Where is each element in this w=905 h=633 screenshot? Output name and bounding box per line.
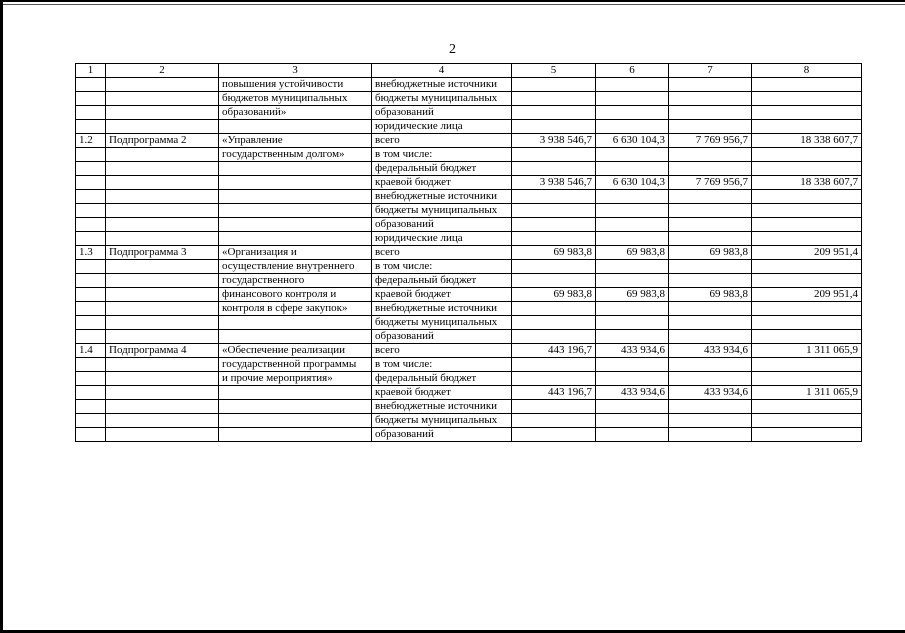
- total-value-cell: [752, 316, 862, 330]
- subprogram-description-cell: финансового контроля и: [219, 288, 372, 302]
- row-number-cell: [76, 78, 106, 92]
- funding-source-cell: краевой бюджет: [372, 386, 512, 400]
- value-cell-2019: 443 196,7: [512, 344, 596, 358]
- value-cell-2020: [596, 190, 669, 204]
- value-cell-2019: [512, 330, 596, 344]
- table-row: [76, 288, 862, 302]
- table-row: [76, 358, 862, 372]
- table-row: [76, 190, 862, 204]
- total-value-cell: 18 338 607,7: [752, 176, 862, 190]
- row-number-cell: [76, 274, 106, 288]
- value-cell-2019: [512, 190, 596, 204]
- subprogram-name-cell: [106, 106, 219, 120]
- subprogram-description-cell: государственного: [219, 274, 372, 288]
- subprogram-description-cell: [219, 316, 372, 330]
- row-number-cell: [76, 218, 106, 232]
- table-row: [76, 134, 862, 148]
- value-cell-2020: [596, 120, 669, 134]
- table-row: [76, 386, 862, 400]
- funding-source-cell: образований: [372, 428, 512, 442]
- subprogram-description-cell: осуществление внутреннего: [219, 260, 372, 274]
- subprogram-description-cell: [219, 386, 372, 400]
- value-cell-2021: [669, 428, 752, 442]
- value-cell-2021: [669, 148, 752, 162]
- subprogram-description-cell: [219, 400, 372, 414]
- total-value-cell: [752, 330, 862, 344]
- funding-source-cell: в том числе:: [372, 148, 512, 162]
- funding-source-cell: бюджеты муниципальных: [372, 204, 512, 218]
- table-row: [76, 246, 862, 260]
- value-cell-2021: [669, 218, 752, 232]
- column-header: 8: [752, 64, 862, 78]
- subprogram-name-cell: [106, 400, 219, 414]
- subprogram-name-cell: [106, 330, 219, 344]
- subprogram-description-cell: контроля в сфере закупок»: [219, 302, 372, 316]
- funding-source-cell: бюджеты муниципальных: [372, 92, 512, 106]
- value-cell-2021: [669, 162, 752, 176]
- value-cell-2021: [669, 316, 752, 330]
- subprogram-name-cell: [106, 92, 219, 106]
- value-cell-2019: [512, 106, 596, 120]
- table-row: [76, 232, 862, 246]
- funding-source-cell: всего: [372, 246, 512, 260]
- total-value-cell: [752, 302, 862, 316]
- subprogram-name-cell: Подпрограмма 2: [106, 134, 219, 148]
- row-number-cell: [76, 232, 106, 246]
- row-number-cell: [76, 428, 106, 442]
- value-cell-2021: [669, 414, 752, 428]
- funding-source-cell: образований: [372, 106, 512, 120]
- total-value-cell: 18 338 607,7: [752, 134, 862, 148]
- subprogram-name-cell: [106, 78, 219, 92]
- value-cell-2021: [669, 330, 752, 344]
- total-value-cell: [752, 106, 862, 120]
- funding-source-cell: всего: [372, 134, 512, 148]
- value-cell-2021: 69 983,8: [669, 246, 752, 260]
- column-header: 1: [76, 64, 106, 78]
- financing-table: [75, 63, 862, 442]
- subprogram-name-cell: [106, 414, 219, 428]
- subprogram-name-cell: [106, 274, 219, 288]
- value-cell-2021: [669, 232, 752, 246]
- value-cell-2019: [512, 274, 596, 288]
- row-number-cell: [76, 386, 106, 400]
- column-header: 7: [669, 64, 752, 78]
- funding-source-cell: бюджеты муниципальных: [372, 316, 512, 330]
- total-value-cell: [752, 400, 862, 414]
- value-cell-2019: [512, 148, 596, 162]
- table-row: [76, 400, 862, 414]
- table-row: [76, 428, 862, 442]
- value-cell-2020: [596, 302, 669, 316]
- page-number: 2: [449, 42, 456, 57]
- column-header: 2: [106, 64, 219, 78]
- subprogram-name-cell: Подпрограмма 4: [106, 344, 219, 358]
- value-cell-2020: [596, 162, 669, 176]
- row-number-cell: [76, 106, 106, 120]
- value-cell-2021: 433 934,6: [669, 386, 752, 400]
- total-value-cell: [752, 204, 862, 218]
- total-value-cell: [752, 78, 862, 92]
- value-cell-2021: [669, 78, 752, 92]
- subprogram-description-cell: образований»: [219, 106, 372, 120]
- subprogram-name-cell: [106, 372, 219, 386]
- total-value-cell: [752, 232, 862, 246]
- table-row: [76, 414, 862, 428]
- scan-border-top: [0, 0, 905, 2]
- funding-source-cell: внебюджетные источники: [372, 302, 512, 316]
- total-value-cell: 1 311 065,9: [752, 386, 862, 400]
- value-cell-2020: [596, 358, 669, 372]
- value-cell-2020: [596, 274, 669, 288]
- value-cell-2020: 6 630 104,3: [596, 176, 669, 190]
- total-value-cell: [752, 190, 862, 204]
- row-number-cell: [76, 358, 106, 372]
- value-cell-2019: [512, 78, 596, 92]
- subprogram-description-cell: [219, 204, 372, 218]
- value-cell-2020: [596, 218, 669, 232]
- total-value-cell: [752, 274, 862, 288]
- value-cell-2021: [669, 260, 752, 274]
- table-row: [76, 204, 862, 218]
- value-cell-2021: [669, 358, 752, 372]
- subprogram-description-cell: государственной программы: [219, 358, 372, 372]
- table-row: [76, 316, 862, 330]
- value-cell-2021: [669, 92, 752, 106]
- funding-source-cell: внебюджетные источники: [372, 190, 512, 204]
- subprogram-name-cell: Подпрограмма 3: [106, 246, 219, 260]
- row-number-cell: [76, 260, 106, 274]
- table-row: [76, 260, 862, 274]
- total-value-cell: [752, 92, 862, 106]
- funding-source-cell: федеральный бюджет: [372, 274, 512, 288]
- value-cell-2019: [512, 162, 596, 176]
- funding-source-cell: бюджеты муниципальных: [372, 414, 512, 428]
- subprogram-description-cell: «Обеспечение реализации: [219, 344, 372, 358]
- value-cell-2019: [512, 120, 596, 134]
- funding-source-cell: в том числе:: [372, 358, 512, 372]
- subprogram-name-cell: [106, 176, 219, 190]
- funding-source-cell: в том числе:: [372, 260, 512, 274]
- table-row: [76, 106, 862, 120]
- value-cell-2021: [669, 120, 752, 134]
- total-value-cell: 209 951,4: [752, 246, 862, 260]
- value-cell-2019: 443 196,7: [512, 386, 596, 400]
- total-value-cell: [752, 414, 862, 428]
- scan-border-top-inner: [0, 4, 905, 5]
- value-cell-2019: [512, 428, 596, 442]
- subprogram-description-cell: [219, 232, 372, 246]
- subprogram-description-cell: [219, 428, 372, 442]
- subprogram-name-cell: [106, 148, 219, 162]
- table-row: [76, 92, 862, 106]
- value-cell-2019: [512, 204, 596, 218]
- value-cell-2020: [596, 92, 669, 106]
- subprogram-name-cell: [106, 316, 219, 330]
- subprogram-name-cell: [106, 260, 219, 274]
- funding-source-cell: федеральный бюджет: [372, 162, 512, 176]
- subprogram-name-cell: [106, 302, 219, 316]
- row-number-cell: [76, 176, 106, 190]
- row-number-cell: [76, 330, 106, 344]
- subprogram-name-cell: [106, 204, 219, 218]
- row-number-cell: [76, 414, 106, 428]
- table-row: [76, 330, 862, 344]
- subprogram-description-cell: [219, 162, 372, 176]
- value-cell-2020: 69 983,8: [596, 288, 669, 302]
- funding-source-cell: внебюджетные источники: [372, 400, 512, 414]
- subprogram-description-cell: [219, 190, 372, 204]
- row-number-cell: [76, 372, 106, 386]
- row-number-cell: [76, 190, 106, 204]
- column-header: 4: [372, 64, 512, 78]
- subprogram-name-cell: [106, 232, 219, 246]
- value-cell-2019: [512, 260, 596, 274]
- header-row: [76, 64, 862, 78]
- value-cell-2021: [669, 302, 752, 316]
- value-cell-2019: 3 938 546,7: [512, 176, 596, 190]
- value-cell-2021: [669, 106, 752, 120]
- total-value-cell: [752, 428, 862, 442]
- value-cell-2020: [596, 148, 669, 162]
- value-cell-2019: [512, 218, 596, 232]
- value-cell-2020: [596, 330, 669, 344]
- value-cell-2019: 69 983,8: [512, 246, 596, 260]
- subprogram-description-cell: повышения устойчивости: [219, 78, 372, 92]
- row-number-cell: [76, 92, 106, 106]
- value-cell-2020: [596, 400, 669, 414]
- subprogram-description-cell: «Организация и: [219, 246, 372, 260]
- column-header: 5: [512, 64, 596, 78]
- value-cell-2020: 69 983,8: [596, 246, 669, 260]
- value-cell-2020: [596, 106, 669, 120]
- row-number-cell: [76, 120, 106, 134]
- total-value-cell: [752, 162, 862, 176]
- funding-source-cell: федеральный бюджет: [372, 372, 512, 386]
- row-number-cell: [76, 148, 106, 162]
- value-cell-2020: 433 934,6: [596, 386, 669, 400]
- value-cell-2020: [596, 414, 669, 428]
- value-cell-2019: [512, 358, 596, 372]
- value-cell-2019: [512, 400, 596, 414]
- value-cell-2021: 7 769 956,7: [669, 134, 752, 148]
- row-number-cell: [76, 204, 106, 218]
- row-number-cell: [76, 316, 106, 330]
- value-cell-2019: [512, 92, 596, 106]
- value-cell-2020: [596, 78, 669, 92]
- value-cell-2020: [596, 316, 669, 330]
- funding-source-cell: внебюджетные источники: [372, 78, 512, 92]
- subprogram-name-cell: [106, 190, 219, 204]
- value-cell-2020: [596, 372, 669, 386]
- value-cell-2020: 6 630 104,3: [596, 134, 669, 148]
- value-cell-2020: [596, 204, 669, 218]
- table-row: [76, 78, 862, 92]
- table-row: [76, 372, 862, 386]
- column-header: 6: [596, 64, 669, 78]
- subprogram-name-cell: [106, 120, 219, 134]
- table-row: [76, 148, 862, 162]
- funding-source-cell: юридические лица: [372, 120, 512, 134]
- total-value-cell: [752, 148, 862, 162]
- subprogram-description-cell: [219, 176, 372, 190]
- subprogram-description-cell: [219, 120, 372, 134]
- table-row: [76, 302, 862, 316]
- value-cell-2019: [512, 316, 596, 330]
- subprogram-name-cell: [106, 162, 219, 176]
- value-cell-2020: 433 934,6: [596, 344, 669, 358]
- value-cell-2019: [512, 414, 596, 428]
- row-number-cell: 1.2: [76, 134, 106, 148]
- total-value-cell: [752, 260, 862, 274]
- funding-source-cell: образований: [372, 330, 512, 344]
- subprogram-name-cell: [106, 386, 219, 400]
- value-cell-2020: [596, 232, 669, 246]
- scan-border-left: [0, 0, 3, 633]
- table-row: [76, 344, 862, 358]
- value-cell-2021: 7 769 956,7: [669, 176, 752, 190]
- row-number-cell: 1.4: [76, 344, 106, 358]
- subprogram-name-cell: [106, 358, 219, 372]
- subprogram-description-cell: [219, 218, 372, 232]
- value-cell-2020: [596, 260, 669, 274]
- funding-source-cell: юридические лица: [372, 232, 512, 246]
- table-row: [76, 218, 862, 232]
- value-cell-2019: 3 938 546,7: [512, 134, 596, 148]
- value-cell-2021: [669, 204, 752, 218]
- subprogram-description-cell: и прочие мероприятия»: [219, 372, 372, 386]
- funding-source-cell: образований: [372, 218, 512, 232]
- subprogram-description-cell: [219, 330, 372, 344]
- value-cell-2019: [512, 302, 596, 316]
- row-number-cell: [76, 400, 106, 414]
- row-number-cell: 1.3: [76, 246, 106, 260]
- table-row: [76, 274, 862, 288]
- value-cell-2021: [669, 190, 752, 204]
- subprogram-name-cell: [106, 428, 219, 442]
- subprogram-description-cell: [219, 414, 372, 428]
- value-cell-2021: [669, 400, 752, 414]
- value-cell-2021: [669, 372, 752, 386]
- row-number-cell: [76, 302, 106, 316]
- total-value-cell: [752, 372, 862, 386]
- subprogram-name-cell: [106, 288, 219, 302]
- funding-source-cell: всего: [372, 344, 512, 358]
- total-value-cell: 209 951,4: [752, 288, 862, 302]
- table-row: [76, 162, 862, 176]
- table-body: [76, 78, 862, 442]
- total-value-cell: [752, 120, 862, 134]
- value-cell-2019: 69 983,8: [512, 288, 596, 302]
- total-value-cell: 1 311 065,9: [752, 344, 862, 358]
- table-row: [76, 176, 862, 190]
- subprogram-description-cell: государственным долгом»: [219, 148, 372, 162]
- total-value-cell: [752, 358, 862, 372]
- subprogram-description-cell: бюджетов муниципальных: [219, 92, 372, 106]
- subprogram-description-cell: «Управление: [219, 134, 372, 148]
- row-number-cell: [76, 288, 106, 302]
- row-number-cell: [76, 162, 106, 176]
- value-cell-2021: 433 934,6: [669, 344, 752, 358]
- total-value-cell: [752, 218, 862, 232]
- value-cell-2020: [596, 428, 669, 442]
- column-header: 3: [219, 64, 372, 78]
- value-cell-2021: 69 983,8: [669, 288, 752, 302]
- value-cell-2021: [669, 274, 752, 288]
- subprogram-name-cell: [106, 218, 219, 232]
- value-cell-2019: [512, 372, 596, 386]
- funding-source-cell: краевой бюджет: [372, 288, 512, 302]
- funding-source-cell: краевой бюджет: [372, 176, 512, 190]
- table-row: [76, 120, 862, 134]
- value-cell-2019: [512, 232, 596, 246]
